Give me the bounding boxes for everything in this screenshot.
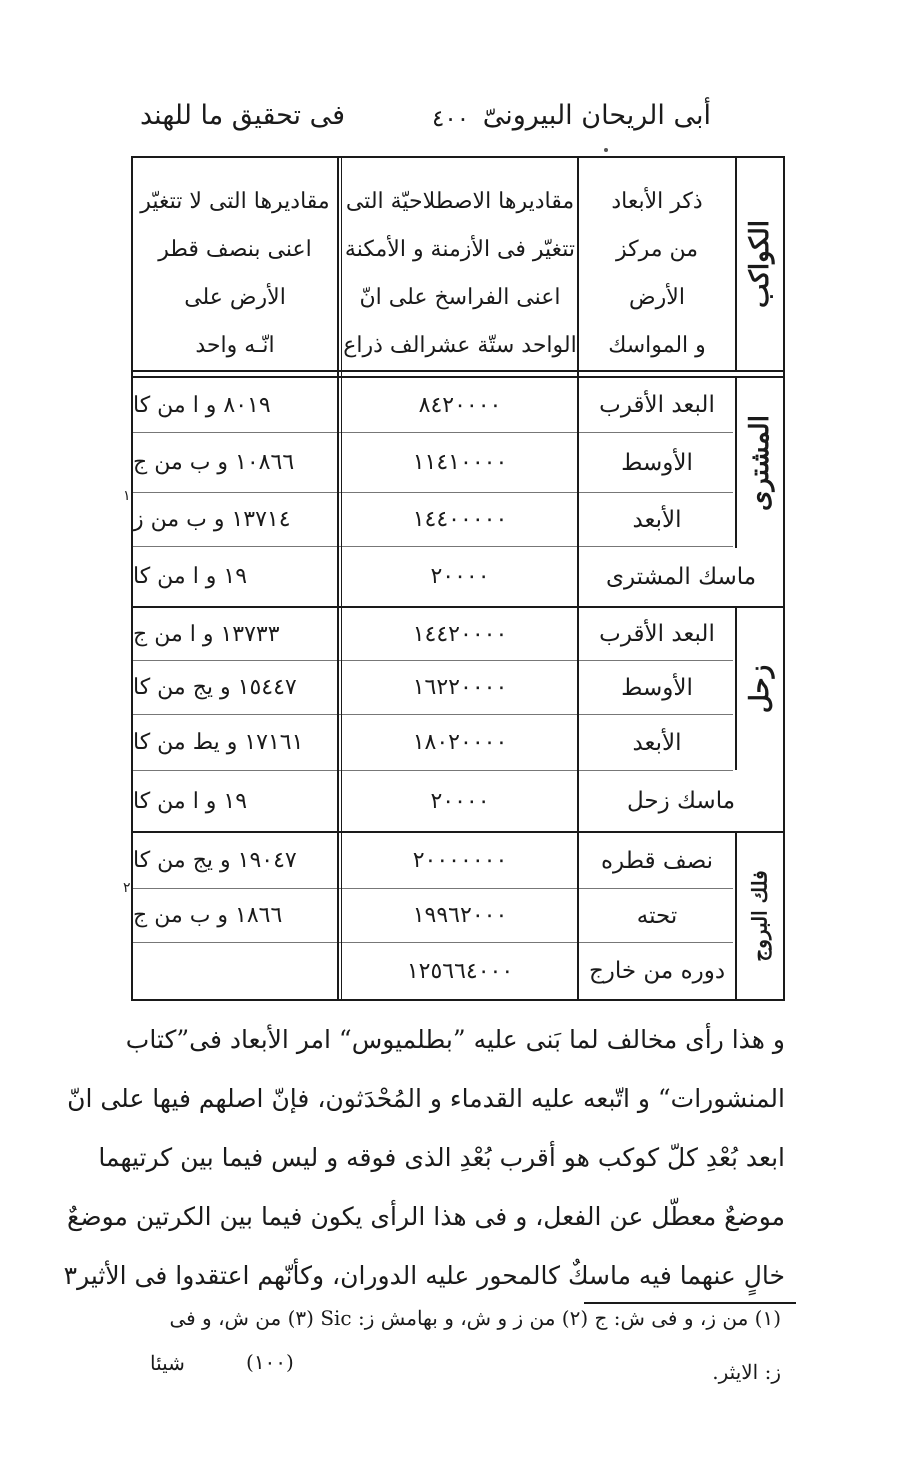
row-name: البعد الأقرب bbox=[599, 621, 715, 647]
row-name: الأوسط bbox=[621, 449, 693, 476]
header-line: مقاديرها التى لا تتغيّر bbox=[140, 189, 330, 214]
row-fixed: ١٨٦٦ و ب من ج bbox=[133, 903, 283, 928]
header-line: مقاديرها الاصطلاحيّة التى bbox=[345, 189, 575, 214]
catchword: شيئا bbox=[150, 1351, 185, 1375]
body-paragraph bbox=[63, 1010, 785, 1305]
row-conventional: ١٦٢٢٠٠٠٠ bbox=[412, 675, 508, 700]
page-number: ٤٠٠ bbox=[432, 106, 470, 132]
footnote-mark: ٢ bbox=[123, 880, 131, 896]
header-line: الواحد ستّة عشرالف ذراع bbox=[343, 333, 577, 358]
row-conventional: ١٤٤٠٠٠٠٠ bbox=[412, 507, 508, 532]
body-line: و هذا رأى مخالف لما بَنى عليه ”بطلميوس“ امر الأبعاد فى”كتاب bbox=[125, 1025, 785, 1054]
header-line: و المواسك bbox=[608, 333, 706, 358]
body-line: المنشورات“ و اتّبعه عليه القدماء و المُحْدَثون، فإنّ اصلهم فيها على انّ bbox=[67, 1084, 785, 1113]
running-title-left: فى تحقيق ما للهند bbox=[140, 100, 346, 131]
row-name: الأوسط bbox=[621, 674, 693, 701]
row-name: الأبعد bbox=[632, 506, 682, 533]
row-conventional: ١٩٩٦٢٠٠٠ bbox=[412, 903, 508, 928]
ink-speck bbox=[604, 148, 608, 152]
row-name: ماسك زحل bbox=[626, 788, 736, 814]
header-line: اعنى بنصف قطر bbox=[158, 237, 312, 262]
row-fixed: ١٧١٦١ و يط من كا bbox=[133, 730, 304, 755]
header-line: انّـه واحد bbox=[195, 333, 275, 358]
header-name-col bbox=[579, 178, 735, 370]
header-line: الأرض bbox=[629, 285, 685, 310]
footnote-mark: ١ bbox=[123, 488, 131, 504]
table-right-rule bbox=[783, 156, 785, 1001]
col-rule-fixed-double bbox=[341, 156, 342, 1001]
header-fixed-col bbox=[133, 178, 337, 370]
group-header-planets: الكواكب bbox=[744, 219, 775, 309]
row-conventional: ١١٤١٠٠٠٠ bbox=[412, 450, 508, 475]
table-bottom-rule bbox=[131, 999, 785, 1001]
body-line: موضعٌ معطّل عن الفعل، و فى هذا الرأى يكون فيما بين الكرتين موضعٌ bbox=[67, 1202, 785, 1231]
group-label-zodiac: فلك البروج bbox=[747, 870, 772, 962]
row-fixed: ١٥٤٤٧ و يج من كا bbox=[133, 675, 297, 700]
table-header-rule bbox=[131, 370, 785, 372]
header-line: ذكر الأبعاد bbox=[611, 189, 703, 214]
header-conventional-col bbox=[343, 178, 577, 370]
row-name: الأبعد bbox=[632, 729, 682, 756]
row-conventional: ٢٠٠٠٠٠٠٠ bbox=[412, 848, 508, 873]
header-line: الأرض على bbox=[184, 285, 286, 310]
row-name: ماسك المشترى bbox=[605, 563, 757, 590]
row-name: تحته bbox=[636, 902, 678, 929]
header-line: اعنى الفراسخ على انّ bbox=[359, 285, 561, 310]
row-name: البعد الأقرب bbox=[599, 392, 715, 418]
row-name: دوره من خارج bbox=[588, 958, 726, 984]
row-conventional: ١٨٠٢٠٠٠٠ bbox=[412, 730, 508, 755]
row-fixed: ١٣٧١٤ و ب من ز bbox=[133, 507, 291, 532]
row-fixed: ١٠٨٦٦ و ب من ج bbox=[133, 450, 295, 475]
signature-mark: (١٠٠) bbox=[246, 1350, 294, 1374]
col-rule-fixed bbox=[337, 156, 339, 1001]
footnote-line: (١) من ز، و فى ش: ج (٢) من ز و ش، و بهامش ز: Sic (٣) من ش، و فى bbox=[169, 1306, 781, 1330]
row-fixed: ١٩٠٤٧ و يج من كا bbox=[133, 848, 297, 873]
row-conventional: ٢٠٠٠٠ bbox=[430, 564, 490, 589]
group-label-saturn: زحل bbox=[744, 664, 775, 714]
footnote-separator bbox=[584, 1302, 796, 1304]
running-title-right: أبى الريحان البيرونىّ bbox=[482, 100, 711, 131]
header-line: تتغيّر فى الأزمنة و الأمكنة bbox=[344, 237, 576, 262]
row-fixed: ١٩ و ا من كا bbox=[133, 788, 248, 814]
footnote-line: ز: الايثر. bbox=[712, 1360, 781, 1384]
row-conventional: ٢٠٠٠٠ bbox=[430, 788, 490, 814]
row-name: نصف قطره bbox=[600, 847, 714, 874]
row-conventional: ٨٤٢٠٠٠٠ bbox=[418, 392, 502, 418]
body-line: خالٍ عنهما فيه ماسكٌ كالمحور عليه الدوران، وكأنّهم اعتقدوا فى الأثير٣ bbox=[63, 1261, 785, 1290]
table-top-rule bbox=[131, 156, 785, 158]
row-conventional: ١٢٥٦٦٤٠٠٠ bbox=[406, 958, 514, 984]
distances-table bbox=[121, 156, 785, 1002]
row-conventional: ١٤٤٢٠٠٠٠ bbox=[412, 621, 508, 647]
row-fixed: ٨٠١٩ و ا من كا bbox=[133, 392, 271, 418]
group-label-jupiter: المشترى bbox=[744, 415, 775, 511]
header-line: من مركز bbox=[615, 237, 699, 262]
row-fixed: ١٩ و ا من كا bbox=[133, 564, 248, 589]
row-fixed: ١٣٧٣٣ و ا من ج bbox=[133, 621, 280, 647]
body-line: ابعد بُعْدِ كلّ كوكب هو أقرب بُعْدِ الذى فوقه و ليس فيما بين كرتيهما bbox=[98, 1143, 785, 1172]
row-fixed bbox=[133, 943, 337, 999]
